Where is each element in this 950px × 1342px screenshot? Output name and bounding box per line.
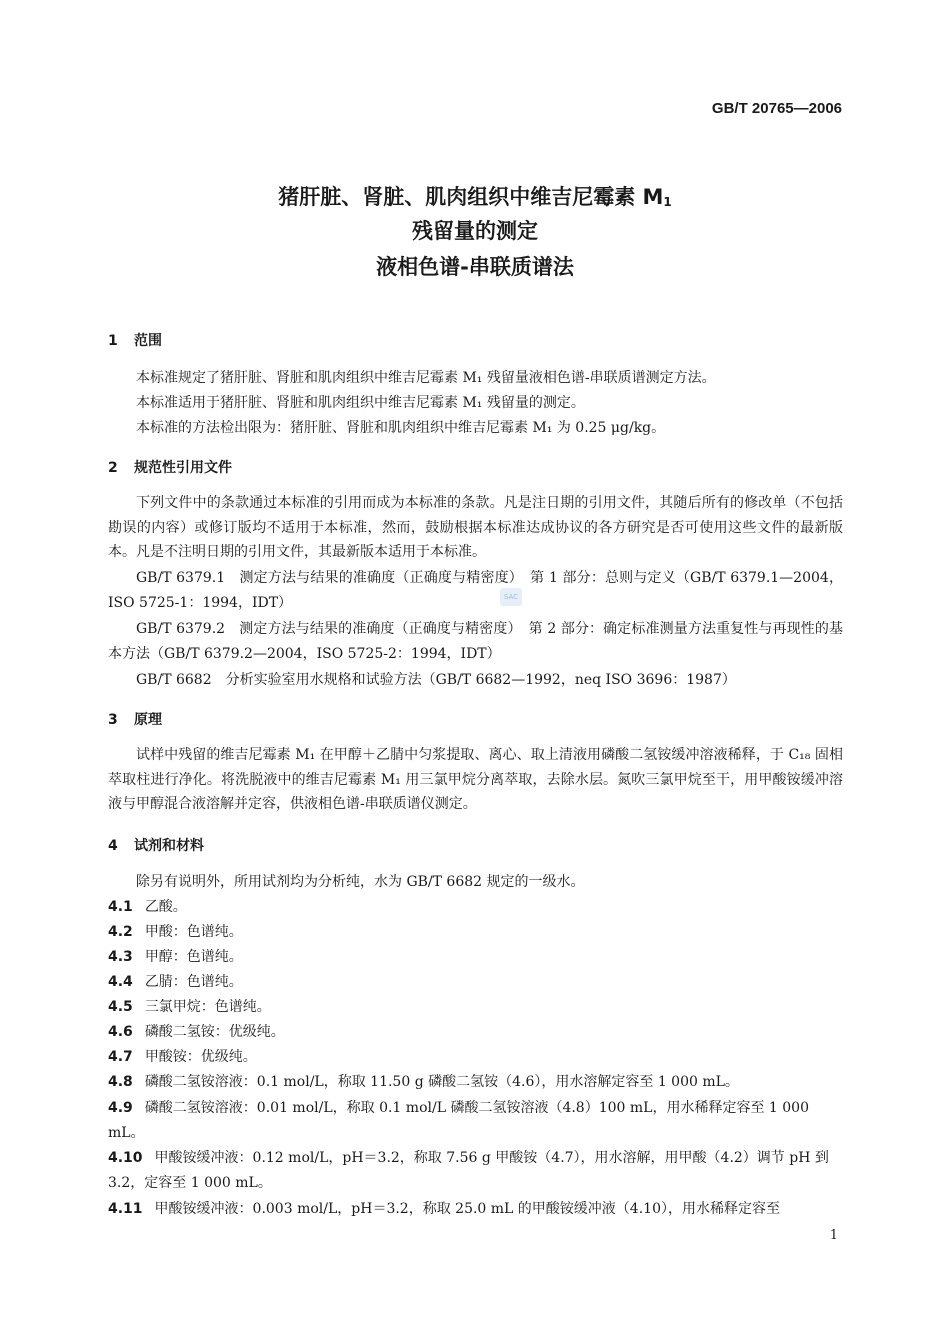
title-line2: 残留量的测定: [412, 219, 538, 243]
reference-entry: GB/T 6379.1 测定方法与结果的准确度（正确度与精密度） 第 1 部分：总则与定义（GB/T 6379.1—2004，ISO 5725-1：1994，IDT）: [108, 570, 843, 611]
item-text: 磷酸二氢铵溶液：0.01 mol/L，称取 0.1 mol/L 磷酸二氢铵溶液（4.8）100 mL，用水稀释定容至 1 000 mL。: [108, 1100, 809, 1141]
item-text: 甲醇：色谱纯。: [144, 949, 243, 965]
paragraph: 本标准的方法检出限为：猪肝脏、肾脏和肌肉组织中维吉尼霉素 M₁ 为 0.25 μg/kg。: [136, 420, 666, 436]
item-number: 4.11: [108, 1201, 143, 1217]
list-item: [108, 1197, 843, 1222]
paragraph: 本标准适用于猪肝脏、肾脏和肌肉组织中维吉尼霉素 M₁ 残留量的测定。: [136, 395, 585, 411]
section-title: 原理: [134, 712, 162, 728]
sac-watermark: SAC: [500, 588, 522, 606]
section-title: 试剂和材料: [134, 838, 204, 854]
paragraph: 本标准规定了猪肝脏、肾脏和肌肉组织中维吉尼霉素 M₁ 残留量液相色谱-串联质谱测定方法。: [136, 370, 716, 386]
item-number: 4.1: [108, 899, 133, 915]
list-item: [108, 1045, 843, 1070]
section-number: 1: [108, 333, 118, 349]
section-heading-3: [108, 709, 162, 729]
item-text: 磷酸二氢铵：优级纯。: [144, 1024, 285, 1040]
item-number: 4.9: [108, 1100, 133, 1116]
standard-number: GB/T 20765—2006: [711, 100, 842, 117]
section-number: 2: [108, 460, 118, 476]
item-text: 甲酸铵：优级纯。: [144, 1049, 257, 1065]
item-number: 4.2: [108, 924, 133, 940]
section-heading-4: [108, 835, 204, 855]
page-title: [0, 182, 950, 217]
list-item: [108, 895, 843, 920]
item-number: 4.3: [108, 949, 133, 965]
reference-entry: GB/T 6682 分析实验室用水规格和试验方法（GB/T 6682—1992，neq ISO 3696：1987）: [136, 672, 736, 688]
title-line3: 液相色谱-串联质谱法: [376, 255, 574, 279]
section-title: 范围: [134, 333, 162, 349]
section-number: 3: [108, 712, 118, 728]
list-item: [108, 1146, 843, 1195]
list-item: [108, 920, 843, 945]
item-text: 磷酸二氢铵溶液：0.1 mol/L，称取 11.50 g 磷酸二氢铵（4.6），用水溶解定容至 1 000 mL。: [144, 1074, 739, 1090]
item-text: 甲酸铵缓冲液：0.12 mol/L，pH＝3.2，称取 7.56 g 甲酸铵（4.7），用水溶解，用甲酸（4.2）调节 pH 到 3.2，定容至 1 000 mL。: [108, 1150, 829, 1191]
section-heading-1: [108, 330, 162, 350]
item-number: 4.10: [108, 1150, 143, 1166]
item-number: 4.8: [108, 1074, 133, 1090]
item-text: 甲酸：色谱纯。: [144, 924, 243, 940]
item-text: 乙腈：色谱纯。: [144, 974, 243, 990]
list-item: [108, 1020, 843, 1045]
title-subscript: 1: [663, 195, 672, 209]
reference-entry: GB/T 6379.2 测定方法与结果的准确度（正确度与精密度） 第 2 部分：确定标准测量方法重复性与再现性的基本方法（GB/T 6379.2—2004，ISO 5725-2：1994，IDT）: [108, 621, 843, 662]
title-line1: 猪肝脏、肾脏、肌肉组织中维吉尼霉素 M: [278, 185, 664, 209]
page-number: 1: [829, 1228, 838, 1243]
paragraph: 除另有说明外，所用试剂均为分析纯，水为 GB/T 6682 规定的一级水。: [136, 874, 585, 890]
item-number: 4.4: [108, 974, 133, 990]
list-item: [108, 995, 843, 1020]
item-number: 4.5: [108, 999, 133, 1015]
list-item: [108, 1070, 843, 1095]
item-text: 乙酸。: [144, 899, 187, 915]
section-number: 4: [108, 838, 118, 854]
item-text: 甲酸铵缓冲液：0.003 mol/L，pH＝3.2，称取 25.0 mL 的甲酸铵缓冲液（4.10），用水稀释定容至: [154, 1201, 780, 1217]
item-text: 三氯甲烷：色谱纯。: [144, 999, 271, 1015]
paragraph: 下列文件中的条款通过本标准的引用而成为本标准的条款。凡是注日期的引用文件，其随后所有的修改单（不包括勘误的内容）或修订版均不适用于本标准，然而，鼓励根据本标准达成协议的各方研究是否可使用这些文件的最新版本。凡是不注明日期的引用文件，其最新版本适用于本标准。: [108, 495, 843, 561]
section-title: 规范性引用文件: [134, 460, 232, 476]
section-heading-2: [108, 457, 232, 477]
list-item: [108, 1096, 843, 1145]
item-number: 4.7: [108, 1049, 133, 1065]
item-number: 4.6: [108, 1024, 133, 1040]
list-item: [108, 970, 843, 995]
paragraph: 试样中残留的维吉尼霉素 M₁ 在甲醇＋乙腈中匀浆提取、离心、取上清液用磷酸二氢铵缓冲溶液稀释，于 C₁₈ 固相萃取柱进行净化。将洗脱液中的维吉尼霉素 M₁ 用三氯甲烷分离萃取，去除水层。氮吹三氯甲烷至干，用甲酸铵缓冲溶液与甲醇混合液溶解并定容，供液相色谱-串联质谱仪测定。: [108, 747, 843, 813]
list-item: [108, 945, 843, 970]
